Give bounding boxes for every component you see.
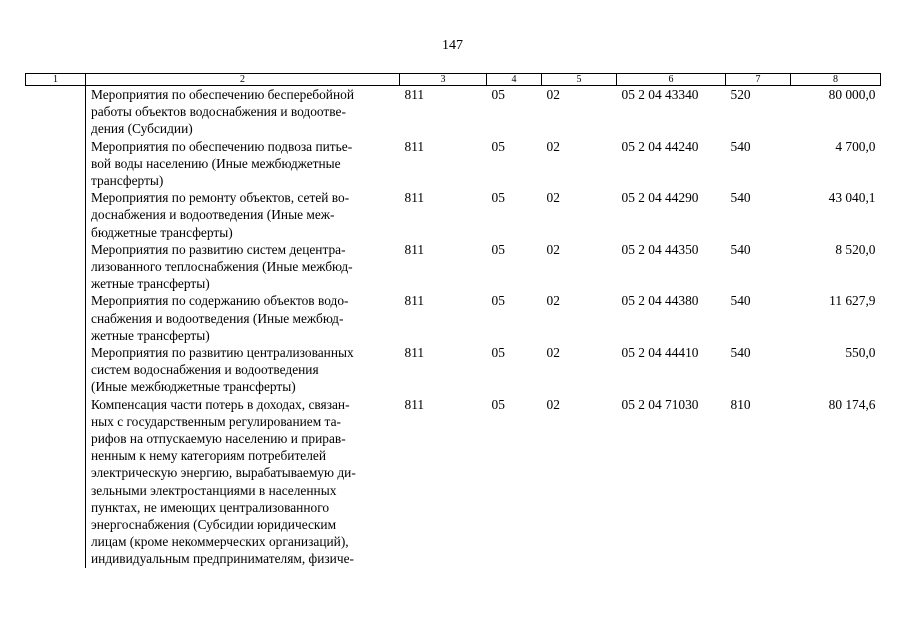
amount-cell: 11 627,9: [829, 293, 876, 309]
target-article-cell: 05 2 04 44290: [621, 190, 699, 206]
subsection-cell: 02: [546, 241, 560, 257]
amount-cell: 4 700,0: [835, 138, 876, 154]
expense-type-cell: 810: [730, 396, 751, 412]
row-index-cell: [26, 292, 86, 344]
table-row: [26, 241, 881, 293]
column-number-header: 1: [26, 74, 86, 86]
subsection-cell: 02: [546, 87, 560, 102]
section-cell: 05: [491, 87, 505, 102]
description-cell: Мероприятия по обеспечению бесперебойной работы объектов водоснабжения и водоотве- дения (Субсидии): [91, 87, 354, 137]
amount-cell: 43 040,1: [828, 190, 876, 206]
amount-cell: 8 520,0: [835, 241, 876, 257]
description-cell: Компенсация части потерь в доходах, связан- ных с государственным регулированием та- рифов на отпускаемую населению и прирав- ненным к нему категориям потребителей электрическую энергию, вырабатываемую ди- зельными электростанциями в населенных пунктах, не имеющих централизованного энергоснабжения (Субсидии юридическим лицам (кроме некоммерческих организаций), индивидуальным предпринимателям, физиче-: [91, 396, 356, 567]
row-index-cell: [26, 189, 86, 241]
subsection-cell: 02: [546, 345, 560, 361]
description-cell: Мероприятия по содержанию объектов водо- снабжения и водоотведения (Иные межбюд- жетные трансферты): [91, 293, 349, 343]
column-number-header: 2: [86, 74, 400, 86]
description-cell: Мероприятия по ремонту объектов, сетей во- доснабжения и водоотведения (Иные меж- бюджетные трансферты): [91, 190, 350, 240]
column-number-header: 5: [542, 74, 617, 86]
ministry-code-cell: 811: [404, 241, 425, 257]
column-number-header: 6: [617, 74, 726, 86]
column-number-row: [26, 74, 881, 86]
amount-cell: 550,0: [845, 345, 876, 361]
subsection-cell: 02: [546, 396, 560, 412]
target-article-cell: 05 2 04 43340: [621, 87, 699, 102]
ministry-code-cell: 811: [404, 293, 425, 309]
subsection-cell: 02: [546, 138, 560, 154]
row-index-cell: [26, 86, 86, 138]
target-article-cell: 05 2 04 44410: [621, 345, 699, 361]
ministry-code-cell: 811: [404, 87, 425, 102]
subsection-cell: 02: [546, 190, 560, 206]
target-article-cell: 05 2 04 44350: [621, 241, 699, 257]
ministry-code-cell: 811: [404, 138, 425, 154]
target-article-cell: 05 2 04 44380: [621, 293, 699, 309]
section-cell: 05: [491, 345, 505, 361]
column-number-header: 8: [791, 74, 881, 86]
table-row: [26, 86, 881, 138]
target-article-cell: 05 2 04 44240: [621, 138, 699, 154]
section-cell: 05: [491, 190, 505, 206]
table-row: [26, 344, 881, 396]
amount-cell: 80 174,6: [828, 396, 876, 412]
expense-type-cell: 540: [730, 293, 751, 309]
description-cell: Мероприятия по развитию централизованных систем водоснабжения и водоотведения (Иные межбюджетные трансферты): [91, 345, 354, 395]
description-cell: Мероприятия по развитию систем децентра- лизованного теплоснабжения (Иные межбюд- жетные трансферты): [91, 241, 353, 292]
table-row: [26, 396, 881, 568]
section-cell: 05: [491, 138, 505, 154]
row-index-cell: [26, 396, 86, 568]
expense-type-cell: 540: [730, 190, 751, 206]
page-number: 147: [442, 38, 463, 53]
column-number-header: 7: [726, 74, 791, 86]
expense-type-cell: 520: [730, 87, 751, 102]
expense-type-cell: 540: [730, 241, 751, 257]
table-row: [26, 189, 881, 241]
description-cell: Мероприятия по обеспечению подвоза питье- вой воды населению (Иные межбюджетные трансферты): [91, 138, 353, 189]
amount-cell: 80 000,0: [828, 87, 876, 102]
row-index-cell: [26, 138, 86, 190]
expense-type-cell: 540: [730, 138, 751, 154]
row-index-cell: [26, 241, 86, 293]
target-article-cell: 05 2 04 71030: [621, 396, 699, 412]
table-row: [26, 292, 881, 344]
column-number-header: 4: [487, 74, 542, 86]
subsection-cell: 02: [546, 293, 560, 309]
section-cell: 05: [491, 396, 505, 412]
expense-type-cell: 540: [730, 345, 751, 361]
table-row: [26, 138, 881, 190]
ministry-code-cell: 811: [404, 345, 425, 361]
budget-table: [25, 73, 881, 568]
ministry-code-cell: 811: [404, 396, 425, 412]
section-cell: 05: [491, 293, 505, 309]
column-number-header: 3: [400, 74, 487, 86]
row-index-cell: [26, 344, 86, 396]
ministry-code-cell: 811: [404, 190, 425, 206]
section-cell: 05: [491, 241, 505, 257]
